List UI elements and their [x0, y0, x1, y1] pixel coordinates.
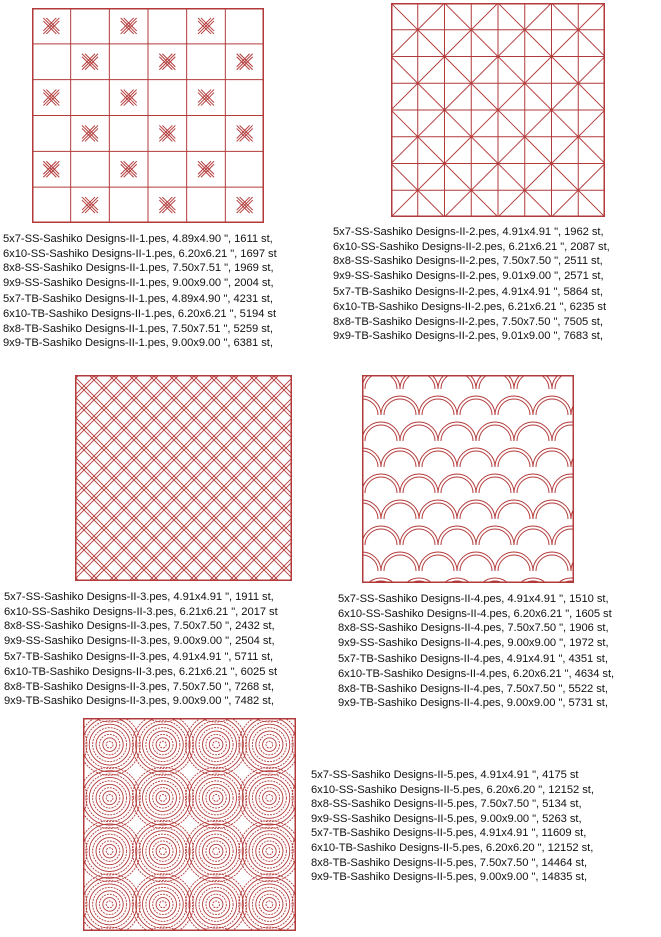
file-entry: 6x10-SS-Sashiko Designs-II-1.pes, 6.20x6.21 ", 1697 st	[3, 247, 277, 260]
design-3-preview	[75, 375, 292, 581]
stitch-line	[498, 110, 525, 137]
stitch-line	[391, 57, 418, 84]
cross-stitch-motif	[198, 161, 214, 177]
stitch-line	[525, 83, 552, 110]
stitch-line	[445, 83, 472, 110]
stitch-line	[552, 3, 579, 30]
cross-stitch-motif	[82, 54, 98, 70]
stitch-line	[418, 164, 445, 191]
file-entry: 5x7-SS-Sashiko Designs-II-5.pes, 4.91x4.91 ", 4175 st	[311, 769, 579, 781]
stitch-line	[418, 3, 445, 30]
stitch-line	[578, 83, 605, 110]
file-entry: 9x9-SS-Sashiko Designs-II-2.pes, 9.01x9.00 ", 2571 st,	[333, 269, 604, 282]
scale-arcs	[362, 375, 574, 583]
file-entry: 8x8-TB-Sashiko Designs-II-4.pes, 7.50x7.50 ", 5522 st,	[338, 682, 608, 695]
stitch-line	[552, 190, 579, 217]
stitch-line	[552, 83, 579, 110]
stitch-line	[498, 190, 525, 217]
stitch-line	[391, 83, 418, 110]
stitch-line	[525, 30, 552, 57]
stitch-line	[391, 3, 418, 30]
cross-stitch-motif	[159, 125, 175, 141]
cross-stitch-motif	[121, 161, 137, 177]
stitch-line	[418, 137, 445, 164]
design-4-preview	[362, 375, 574, 583]
stitch-line	[445, 3, 472, 30]
stitch-line	[445, 137, 472, 164]
file-entry: 9x9-TB-Sashiko Designs-II-5.pes, 9.00x9.00 ", 14835 st,	[311, 871, 588, 884]
cross-stitch-motif	[82, 197, 98, 213]
cross-stitch-motif	[121, 18, 137, 34]
file-entry: 6x10-SS-Sashiko Designs-II-5.pes, 6.20x6.20 ", 12152 st,	[311, 783, 594, 796]
design-1-file-list	[3, 232, 277, 351]
design-2-pattern	[391, 3, 605, 217]
cross-stitch-motif	[43, 18, 59, 34]
stitch-line	[498, 30, 525, 57]
design-5-pattern	[83, 718, 296, 931]
stitch-line	[552, 110, 579, 137]
cross-stitch-motif	[237, 54, 253, 70]
stitch-line	[471, 110, 498, 137]
stitch-line	[578, 30, 605, 57]
file-entry: 8x8-SS-Sashiko Designs-II-3.pes, 7.50x7.50 ", 2432 st,	[4, 620, 275, 633]
file-entry: 9x9-TB-Sashiko Designs-II-1.pes, 9.00x9.00 ", 6381 st,	[3, 337, 273, 350]
file-entry: 5x7-TB-Sashiko Designs-II-2.pes, 4.91x4.91 ", 5864 st,	[333, 286, 603, 299]
stitch-line	[471, 30, 498, 57]
file-entry: 9x9-TB-Sashiko Designs-II-2.pes, 9.01x9.00 ", 7683 st,	[333, 330, 603, 343]
file-entry: 9x9-SS-Sashiko Designs-II-3.pes, 9.00x9.00 ", 2504 st,	[4, 634, 275, 647]
stitch-line	[578, 164, 605, 191]
file-entry: 5x7-TB-Sashiko Designs-II-4.pes, 4.91x4.91 ", 4351 st,	[338, 653, 608, 666]
file-entry: 9x9-SS-Sashiko Designs-II-5.pes, 9.00x9.00 ", 5263 st,	[311, 812, 582, 825]
file-entry: 8x8-SS-Sashiko Designs-II-5.pes, 7.50x7.50 ", 5134 st,	[311, 798, 582, 811]
file-entry: 8x8-SS-Sashiko Designs-II-2.pes, 7.50x7.50 ", 2511 st,	[333, 255, 603, 268]
design-5-preview	[83, 718, 296, 931]
file-entry: 6x10-SS-Sashiko Designs-II-4.pes, 6.20x6.21 ", 1605 st	[338, 607, 612, 620]
stitch-line	[471, 137, 498, 164]
file-entry: 9x9-TB-Sashiko Designs-II-4.pes, 9.00x9.00 ", 5731 st,	[338, 697, 608, 710]
concentric-circles	[83, 718, 296, 931]
design-2-file-list	[333, 225, 610, 344]
stitch-line	[525, 164, 552, 191]
file-entry: 5x7-TB-Sashiko Designs-II-5.pes, 4.91x4.91 ", 11609 st,	[311, 827, 587, 840]
file-entry: 6x10-TB-Sashiko Designs-II-1.pes, 6.20x6.21 ", 5194 st	[3, 307, 277, 320]
stitch-line	[552, 164, 579, 191]
stitch-line	[525, 190, 552, 217]
stitch-line	[552, 30, 579, 57]
stitch-line	[578, 137, 605, 164]
stitch-line	[525, 110, 552, 137]
stitch-line	[418, 190, 445, 217]
cross-stitch-motif	[198, 90, 214, 106]
stitch-line	[525, 57, 552, 84]
stitch-line	[471, 83, 498, 110]
file-entry: 5x7-TB-Sashiko Designs-II-1.pes, 4.89x4.90 ", 4231 st,	[3, 293, 273, 306]
file-entry: 8x8-SS-Sashiko Designs-II-1.pes, 7.50x7.51 ", 1969 st,	[3, 262, 274, 275]
stitch-line	[498, 164, 525, 191]
stitch-line	[498, 83, 525, 110]
design-4-pattern	[362, 375, 574, 583]
stitch-line	[578, 190, 605, 217]
stitch-line	[471, 3, 498, 30]
file-entry: 5x7-SS-Sashiko Designs-II-3.pes, 4.91x4.91 ", 1911 st,	[4, 591, 274, 603]
stitch-line	[445, 110, 472, 137]
design-4-file-list	[338, 592, 614, 711]
file-entry: 6x10-TB-Sashiko Designs-II-5.pes, 6.20x6.20 ", 12152 st,	[311, 841, 594, 854]
design-2-preview	[391, 3, 605, 217]
file-entry: 8x8-TB-Sashiko Designs-II-5.pes, 7.50x7.50 ", 14464 st,	[311, 856, 588, 869]
stitch-line	[525, 137, 552, 164]
cross-stitch-motif	[237, 125, 253, 141]
stitch-line	[391, 110, 418, 137]
design-3-pattern	[75, 375, 292, 581]
lattice-lines	[75, 375, 292, 581]
stitch-line	[391, 30, 418, 57]
cross-stitch-motif	[198, 18, 214, 34]
file-entry: 8x8-SS-Sashiko Designs-II-4.pes, 7.50x7.50 ", 1906 st,	[338, 622, 609, 635]
cross-stitch-motif	[43, 161, 59, 177]
file-entry: 9x9-TB-Sashiko Designs-II-3.pes, 9.00x9.00 ", 7482 st,	[4, 695, 274, 708]
stitch-line	[418, 57, 445, 84]
file-entry: 5x7-TB-Sashiko Designs-II-3.pes, 4.91x4.91 ", 5711 st,	[4, 651, 274, 664]
stitch-line	[498, 57, 525, 84]
file-entry: 6x10-SS-Sashiko Designs-II-2.pes, 6.21x6.21 ", 2087 st,	[333, 240, 610, 253]
stitch-line	[391, 190, 418, 217]
cross-stitch-motif	[237, 197, 253, 213]
stitch-line	[471, 57, 498, 84]
file-entry: 9x9-SS-Sashiko Designs-II-4.pes, 9.00x9.00 ", 1972 st,	[338, 636, 609, 649]
stitch-line	[498, 3, 525, 30]
stitch-line	[578, 110, 605, 137]
stitch-line	[445, 164, 472, 191]
stitch-line	[445, 190, 472, 217]
stitch-line	[578, 57, 605, 84]
cross-stitch-motif	[121, 90, 137, 106]
cross-stitch-motif	[43, 90, 59, 106]
file-entry: 6x10-TB-Sashiko Designs-II-2.pes, 6.21x6.21 ", 6235 st	[333, 300, 607, 313]
design-1-preview	[32, 8, 264, 223]
file-entry: 5x7-SS-Sashiko Designs-II-2.pes, 4.91x4.91 ", 1962 st,	[333, 226, 604, 238]
stitch-line	[525, 3, 552, 30]
file-entry: 6x10-SS-Sashiko Designs-II-3.pes, 6.21x6.21 ", 2017 st	[4, 605, 278, 618]
design-5-file-list	[311, 768, 594, 885]
stitch-line	[418, 30, 445, 57]
file-entry: 8x8-TB-Sashiko Designs-II-3.pes, 7.50x7.50 ", 7268 st,	[4, 680, 274, 693]
stitch-line	[445, 57, 472, 84]
file-entry: 6x10-TB-Sashiko Designs-II-4.pes, 6.20x6.21 ", 4634 st,	[338, 667, 615, 680]
design-3-file-list	[4, 590, 278, 709]
file-entry: 8x8-TB-Sashiko Designs-II-1.pes, 7.50x7.51 ", 5259 st,	[3, 322, 273, 335]
cross-stitch-motif	[159, 54, 175, 70]
stitch-line	[471, 164, 498, 191]
file-entry: 5x7-SS-Sashiko Designs-II-1.pes, 4.89x4.90 ", 1611 st,	[3, 233, 273, 245]
stitch-line	[445, 30, 472, 57]
cross-stitch-motif	[159, 197, 175, 213]
stitch-line	[578, 3, 605, 30]
stitch-line	[391, 164, 418, 191]
cross-stitch-motif	[82, 125, 98, 141]
stitch-line	[418, 110, 445, 137]
stitch-line	[471, 190, 498, 217]
file-entry: 8x8-TB-Sashiko Designs-II-2.pes, 7.50x7.50 ", 7505 st,	[333, 315, 603, 328]
stitch-line	[418, 83, 445, 110]
stitch-line	[552, 137, 579, 164]
file-entry: 9x9-SS-Sashiko Designs-II-1.pes, 9.00x9.00 ", 2004 st,	[3, 276, 274, 289]
stitch-line	[391, 137, 418, 164]
stitch-line	[498, 137, 525, 164]
file-entry: 5x7-SS-Sashiko Designs-II-4.pes, 4.91x4.91 ", 1510 st,	[338, 593, 609, 605]
file-entry: 6x10-TB-Sashiko Designs-II-3.pes, 6.21x6.21 ", 6025 st	[4, 665, 278, 678]
stitch-line	[552, 57, 579, 84]
design-1-pattern	[32, 8, 264, 223]
